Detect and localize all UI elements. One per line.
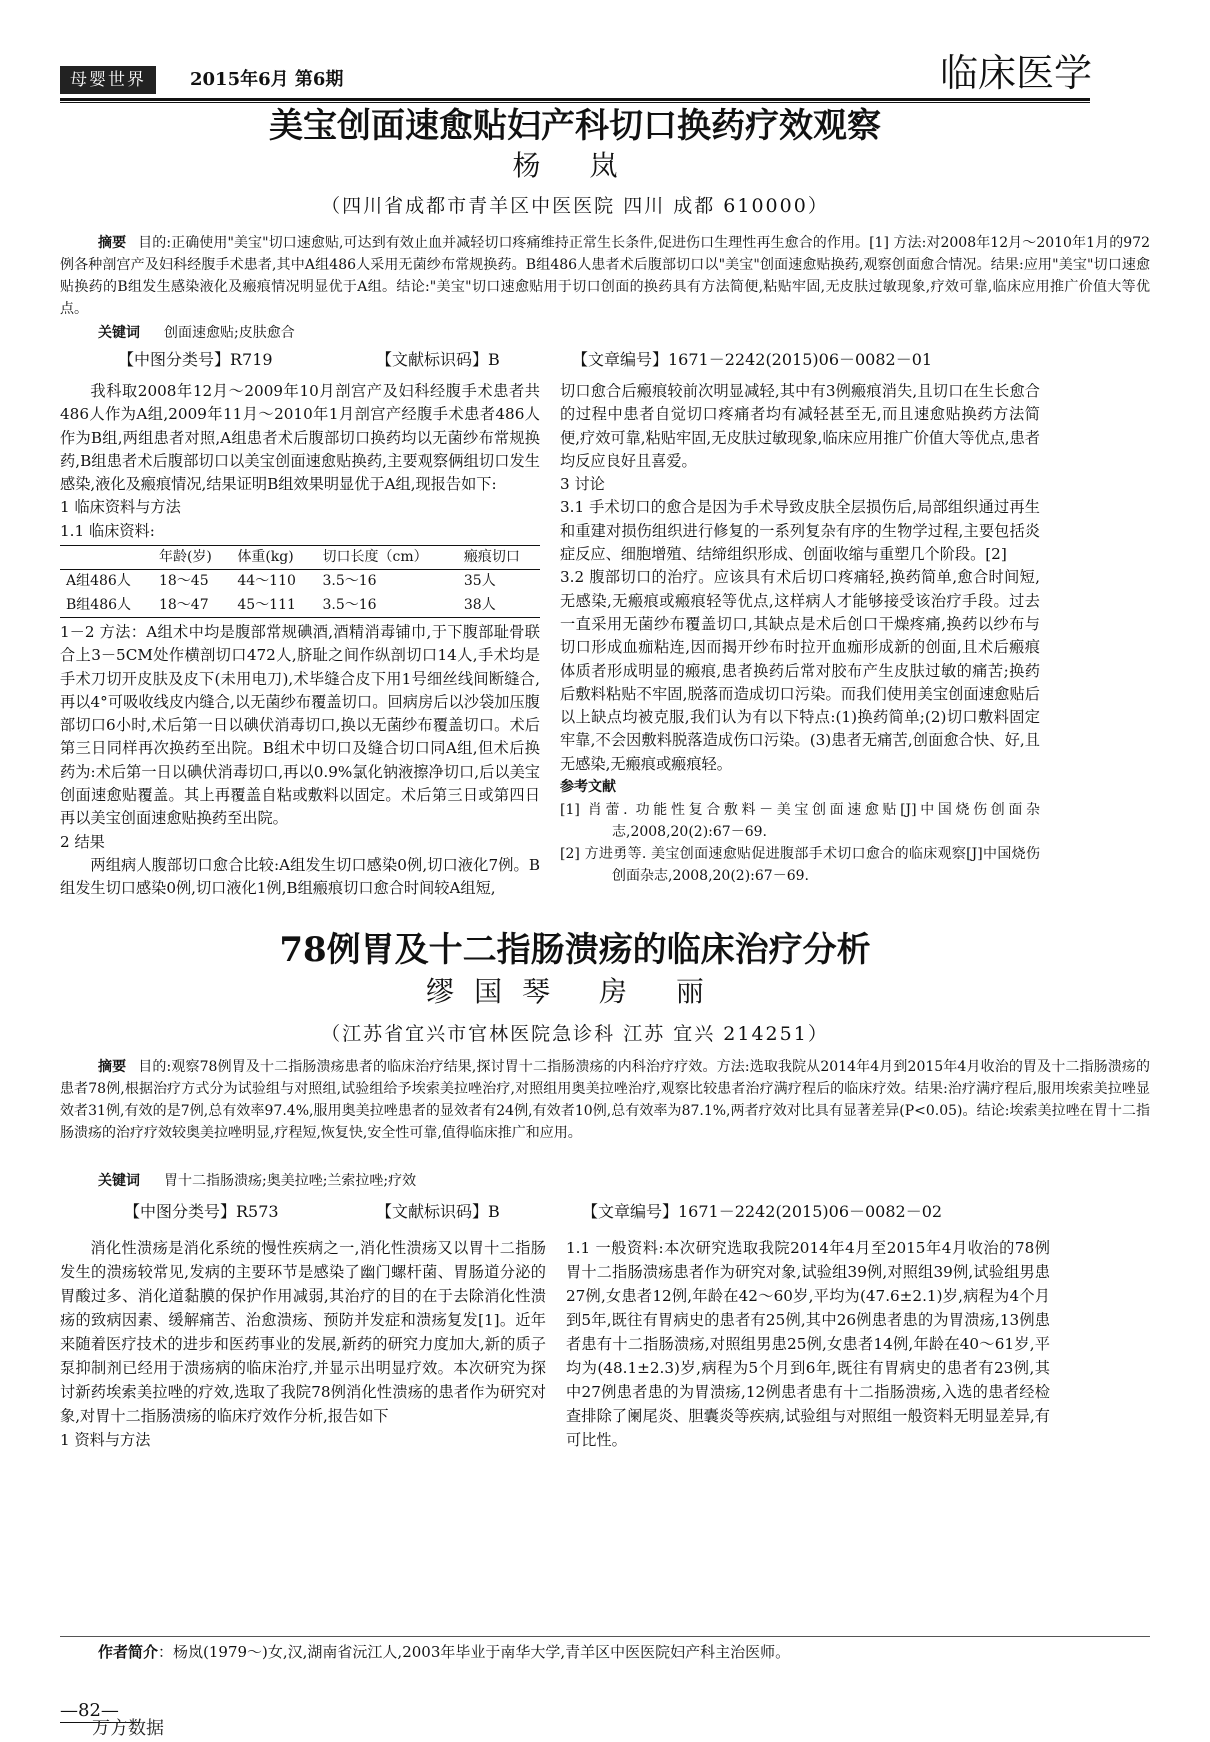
keywords-label: 关键词 xyxy=(98,325,140,341)
article2-left-column xyxy=(60,1236,546,1452)
article1-author: 杨 岚 xyxy=(512,149,638,182)
bio-rule xyxy=(60,1636,1150,1637)
table-header-cell: 切口长度（cm） xyxy=(322,549,428,566)
references-heading: 参考文献 xyxy=(560,779,616,796)
abstract-text: 目的:观察78例胃及十二指肠溃疡患者的临床治疗结果,探讨胃十二指肠溃疡的内科治疗疗效。方法:选取我院从2014年4月到2015年4月收治的胃及十二指肠溃疡的患者78例,根据治疗方式分为试验组与对照组,试验组给予埃索美拉唑治疗,对照组用奥美拉唑治疗,观察比较患者治疗满疗程后的临床疗效。结果:治疗满疗程后,服用埃索美拉唑显效者31例,有效的是7例,总有效率97.4%,服用奥美拉唑患者的显效者有24例,有效者10例,总有效率为87.1%,两者疗效对比具有显著差异(P<0.05)。结论:埃索美拉唑在胃十二指肠溃疡的治疗疗效较奥美拉唑明显,疗程短,恢复快,安全性可靠,值得临床推广和应用。 xyxy=(60,1059,1150,1141)
article2-sec1-1: 1.1 一般资料:本次研究选取我院2014年4月至2015年4月收治的78例胃十二指肠溃疡患者作为研究对象,试验组39例,对照组39例,试验组男患27例,女患者12例,年龄在42～60岁,平均为(47.6±2.1)岁,病程为4个月到5年,既往有胃病史的患者有25例,其中26例患者患的为胃溃疡,13例患者患有十二指肠溃疡,对照组男患25例,女患者14例,年龄在40～61岁,平均为(48.1±2.3)岁,病程为5个月到6年,既往有胃病史的患者有23例,其中27例患者患的为胃溃疡,12例患者患有十二指肠溃疡,入选的患者经检查排除了阑尾炎、胆囊炎等疾病,试验组与对照组一般资料无明显差异,有可比性。 xyxy=(566,1239,1050,1449)
table-cell: 45～111 xyxy=(237,596,296,613)
article1-keywords xyxy=(98,322,295,344)
table-header-cell: 年龄(岁) xyxy=(158,549,212,566)
article2-intro: 消化性溃疡是消化系统的慢性疾病之一,消化性溃疡又以胃十二指肠发生的溃疡较常见,发病的主要环节是感染了幽门螺杆菌、胃肠道分泌的胃酸过多、消化道黏膜的保护作用减弱,其治疗的目的在于去除消化性溃疡的致病因素、缓解痛苦、治愈溃疡、预防并发症和溃疡复发[1]。近年来随着医疗技术的进步和医药事业的发展,新药的研究力度加大,新的质子泵抑制剂已经用于溃疡病的临床治疗,并显示出明显疗效。本次研究为探讨新药埃索美拉唑的疗效,选取了我院78例消化性溃疡的患者作为研究对象,对胃十二指肠溃疡的临床疗效作分析,报告如下 xyxy=(60,1239,546,1425)
table-header-cell: 体重(kg) xyxy=(237,549,294,566)
article1-sec3-2: 3.2 腹部切口的治疗。应该具有术后切口疼痛轻,换药简单,愈合时间短,无感染,无瘢痕或瘢痕轻等优点,这样病人才能够接受该治疗手段。过去一直采用无菌纱布覆盖切口,其缺点是术后创口干燥疼痛,换药以纱布与切口形成血痂粘连,因而揭开纱布时拉开血痂形成新的创面,且术后瘢痕体质者形成明显的瘢痕,患者换药后常对胶布产生皮肤过敏的痛苦;换药后敷料粘贴不牢固,脱落而造成切口污染。而我们使用美宝创面速愈贴后以上缺点均被克服,我们认为有以下特点:(1)换药简单;(2)切口敷料固定牢靠,不会因敷料脱落造成伤口污染。(3)患者无痛苦,创面愈合快、好,且无感染,无瘢痕或瘢痕轻。 xyxy=(560,568,1040,773)
article1-affiliation: （四川省成都市青羊区中医医院 四川 成都 610000） xyxy=(321,195,829,217)
article1-results-cont: 切口愈合后瘢痕较前次明显减轻,其中有3例瘢痕消失,且切口在生长愈合的过程中患者自觉切口疼痛者均有减轻甚至无,而且速愈贴换药方法简便,疗效可靠,粘贴牢固,无皮肤过敏现象,临床应用推广价值大等优点,患者均反应良好且喜爱。 xyxy=(560,382,1040,470)
table-cell: 3.5～16 xyxy=(322,596,377,613)
article1-sec3: 3 讨论 xyxy=(560,475,605,494)
article1-sec2: 2 结果 xyxy=(60,832,105,851)
author-bio xyxy=(98,1640,790,1664)
table-cell: 44～110 xyxy=(237,573,296,590)
table-header-cell: 瘢痕切口 xyxy=(463,549,520,566)
article1-sec1-2: 1－2 方法：A组术中均是腹部常规碘酒,酒精消毒铺巾,于下腹部耻骨联合上3－5CM处作横剖切口472人,脐耻之间作纵剖切口14人,手术均是手术刀切开皮肤及皮下(未用电刀),术毕缝合皮下用1号细丝线间断缝合,再以4°可吸收线皮内缝合,以无菌纱布覆盖切口。回病房后以沙袋加压腹部切口6小时,术后第一日以碘伏消毒切口,换以无菌纱布覆盖切口。术后第三日同样再次换药至出院。B组术中切口及缝合切口同A组,但术后换药为:术后第一日以碘伏消毒切口,再以0.9%氯化钠液擦净切口,后以美宝创面速愈贴覆盖。其上再覆盖自粘或敷料以固定。术后第三日或第四日再以美宝创面速愈贴换药至出院。 xyxy=(60,622,540,828)
article2-sec1: 1 资料与方法 xyxy=(60,1431,151,1449)
article1-right-column xyxy=(560,380,1040,887)
article1-title: 美宝创面速愈贴妇产科切口换药疗效观察 xyxy=(269,106,881,146)
article1-sec3-1: 3.1 手术切口的愈合是因为手术导致皮肤全层损伤后,局部组织通过再生和重建对损伤组织进行修复的一系列复杂有序的生物学过程,主要包括炎症反应、细胞增殖、结缔组织形成、创面收缩与重塑几个阶段。[2] xyxy=(560,498,1040,564)
header-rule xyxy=(60,98,1090,101)
table-cell: A组486人 xyxy=(66,573,131,590)
table-cell: 35人 xyxy=(463,573,496,590)
article1-results: 两组病人腹部切口愈合比较:A组发生切口感染0例,切口液化7例。B组发生切口感染0例,切口液化1例,B组瘢痕切口愈合时间较A组短, xyxy=(60,855,540,898)
keywords-text: 创面速愈贴;皮肤愈合 xyxy=(164,325,295,341)
table-header-cell xyxy=(60,546,153,570)
article1-abstract xyxy=(60,232,1150,320)
article2-author: 缪国琴 房 丽 xyxy=(426,975,724,1008)
keywords-text: 胃十二指肠溃疡;奥美拉唑;兰索拉唑;疗效 xyxy=(164,1173,417,1189)
page-number: —82— xyxy=(60,1700,119,1721)
table-cell: 18～47 xyxy=(158,596,209,613)
article1-intro: 我科取2008年12月～2009年10月剖宫产及妇科经腹手术患者共486人作为A组,2009年11月～2010年1月剖宫产经腹手术患者486人作为B组,两组患者对照,A组患者术后腹部切口换药均以无菌纱布常规换药,B组患者术后腹部切口以美宝创面速愈贴换药,主要观察俩组切口发生感染,液化及瘢痕情况,结果证明B组效果明显优于A组,现报告如下: xyxy=(60,382,540,494)
header-rule-thin xyxy=(60,102,1090,103)
article2-title: 78例胃及十二指肠溃疡的临床治疗分析 xyxy=(279,930,871,970)
table-row xyxy=(60,570,540,594)
bio-label: 作者简介 xyxy=(98,1643,159,1661)
abstract-label: 摘要 xyxy=(98,235,127,251)
article2-article-no: 【文章编号】1671－2242(2015)06－0082－02 xyxy=(582,1202,943,1221)
article2-keywords xyxy=(98,1170,416,1192)
table-cell: 3.5～16 xyxy=(322,573,377,590)
abstract-label: 摘要 xyxy=(98,1059,127,1075)
bio-text: ：杨岚(1979～)女,汉,湖南省沅江人,2003年毕业于南华大学,青羊区中医医院妇产科主治医师。 xyxy=(158,1643,791,1661)
article1-article-no: 【文章编号】1671－2242(2015)06－0082－01 xyxy=(572,350,933,369)
article1-doc-code: 【文献标识码】B xyxy=(376,350,500,369)
article2-right-column xyxy=(566,1236,1050,1452)
table-header-row xyxy=(60,546,540,570)
article2-abstract xyxy=(60,1056,1150,1144)
section-title: 临床医学 xyxy=(939,51,1092,95)
watermark: 万方数据 xyxy=(92,1718,164,1739)
table-cell: 38人 xyxy=(463,596,496,613)
table-cell: B组486人 xyxy=(66,596,132,613)
article1-sec1: 1 临床资料与方法 xyxy=(60,498,181,517)
keywords-label: 关键词 xyxy=(98,1173,140,1189)
issue-label: 2015年6月 第6期 xyxy=(190,69,344,90)
table-cell: 18～45 xyxy=(158,573,209,590)
reference-item: [1] 肖蕾. 功能性复合敷料－美宝创面速愈贴[J]中国烧伤创面杂志,2008,20(2):67－69. xyxy=(560,802,1040,841)
reference-item: [2] 方进勇等. 美宝创面速愈贴促进腹部手术切口愈合的临床观察[J]中国烧伤创面杂志,2008,20(2):67－69. xyxy=(560,846,1040,885)
abstract-text: 目的:正确使用"美宝"切口速愈贴,可达到有效止血并减轻切口疼痛维持正常生长条件,促进伤口生理性再生愈合的作用。[1] 方法:对2008年12月～2010年1月的972例各种剖宫产及妇科经腹手术患者,其中A组486人采用无菌纱布常规换药。B组486人患者术后腹部切口以"美宝"创面速愈贴换药,观察创面愈合情况。结果:应用"美宝"切口速愈贴换药的B组发生感染液化及瘢痕情况明显优于A组。结论:"美宝"切口速愈贴用于切口创面的换药具有方法简便,粘贴牢固,无皮肤过敏现象,疗效可靠,临床应用推广价值大等优点。 xyxy=(60,235,1150,317)
article2-clc: 【中图分类号】R573 xyxy=(124,1202,279,1221)
clinical-data-table xyxy=(60,545,540,618)
journal-box: 母婴世界 xyxy=(60,66,156,94)
article1-left-column xyxy=(60,380,540,901)
article1-sec1-1: 1.1 临床资料: xyxy=(60,521,155,540)
table-row xyxy=(60,594,540,618)
article2-doc-code: 【文献标识码】B xyxy=(376,1202,500,1221)
article1-clc: 【中图分类号】R719 xyxy=(118,350,273,369)
article2-affiliation: （江苏省宜兴市官林医院急诊科 江苏 宜兴 214251） xyxy=(321,1023,829,1045)
